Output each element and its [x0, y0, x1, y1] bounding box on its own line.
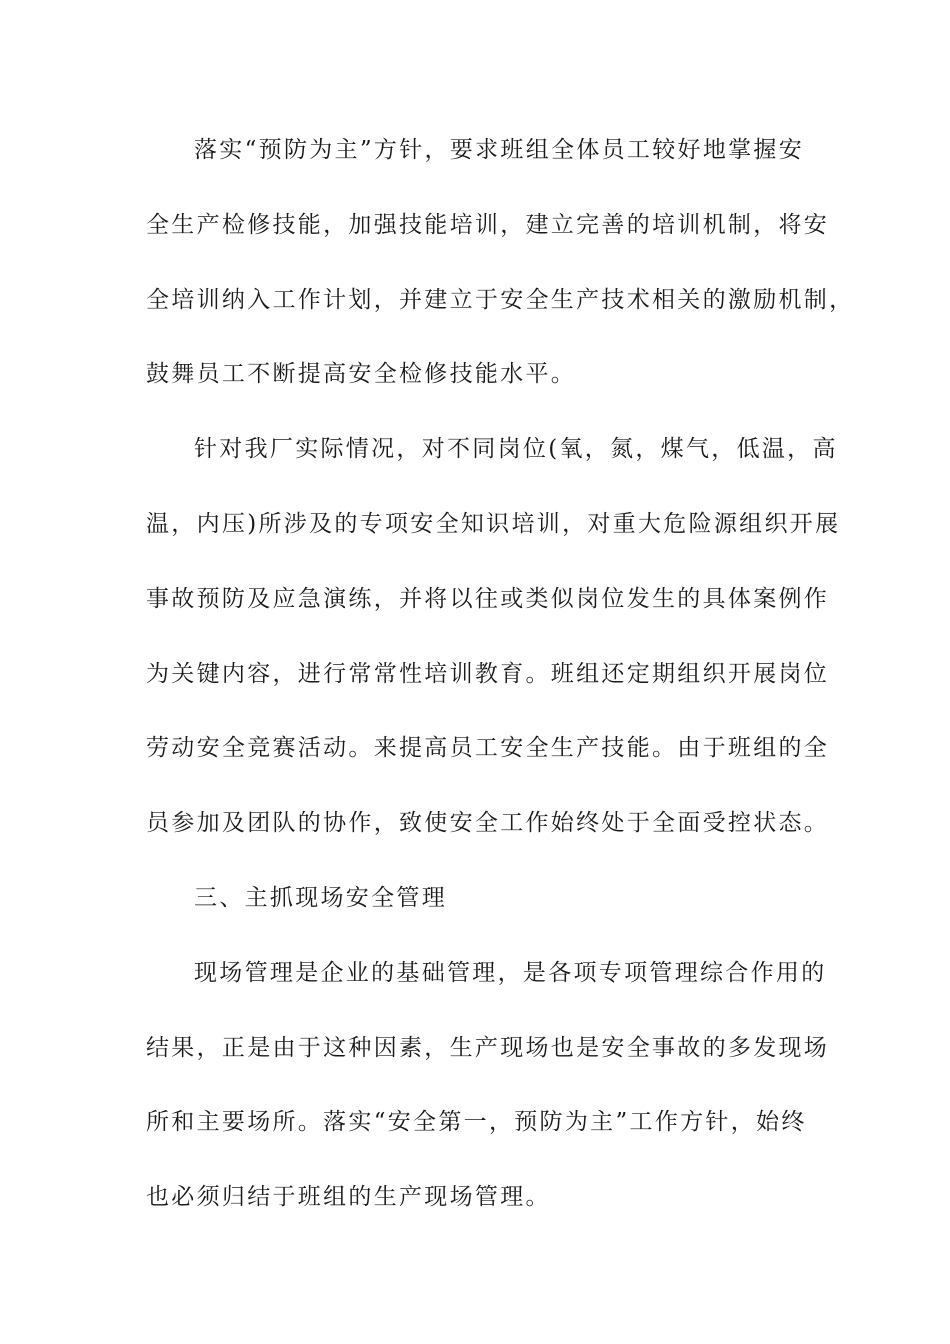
text-line: 现场管理是企业的基础管理，是各项专项管理综合作用的 [194, 959, 827, 986]
text-line: 针对我厂实际情况，对不同岗位(氧，氮，煤气，低温，高 [194, 436, 838, 463]
document-body [146, 113, 855, 1235]
text-line: 为关键内容，进行常常性培训教育。班组还定期组织开展岗位 [146, 660, 830, 687]
paragraph-specialized-training [146, 412, 841, 861]
paragraph-safety-training [146, 113, 855, 412]
text-line: 所和主要场所。落实“安全第一，预防为主”工作方针，始终 [146, 1109, 807, 1136]
text-line: 结果，正是由于这种因素，生产现场也是安全事故的多发现场 [146, 1034, 830, 1061]
paragraph-site-management [146, 936, 830, 1235]
text-line: 也必须归结于班组的生产现场管理。 [146, 1184, 551, 1211]
text-line: 事故预防及应急演练，并将以往或类似岗位发生的具体案例作 [146, 585, 830, 612]
section-heading-text: 三、主抓现场安全管理 [194, 884, 447, 911]
text-line: 温，内压)所涉及的专项安全知识培训，对重大危险源组织开展 [146, 510, 841, 537]
text-line: 员参加及团队的协作，致使安全工作始终处于全面受控状态。 [146, 810, 830, 837]
text-line: 劳动安全竞赛活动。来提高员工安全生产技能。由于班组的全 [146, 735, 830, 762]
text-line: 全培训纳入工作计划，并建立于安全生产技术相关的激励机制， [146, 286, 855, 313]
text-line: 落实“预防为主”方针，要求班组全体员工较好地掌握安 [194, 137, 805, 163]
section-heading [146, 861, 806, 936]
text-line: 鼓舞员工不断提高安全检修技能水平。 [146, 361, 577, 388]
text-line: 全生产检修技能，加强技能培训，建立完善的培训机制，将安 [146, 211, 830, 238]
